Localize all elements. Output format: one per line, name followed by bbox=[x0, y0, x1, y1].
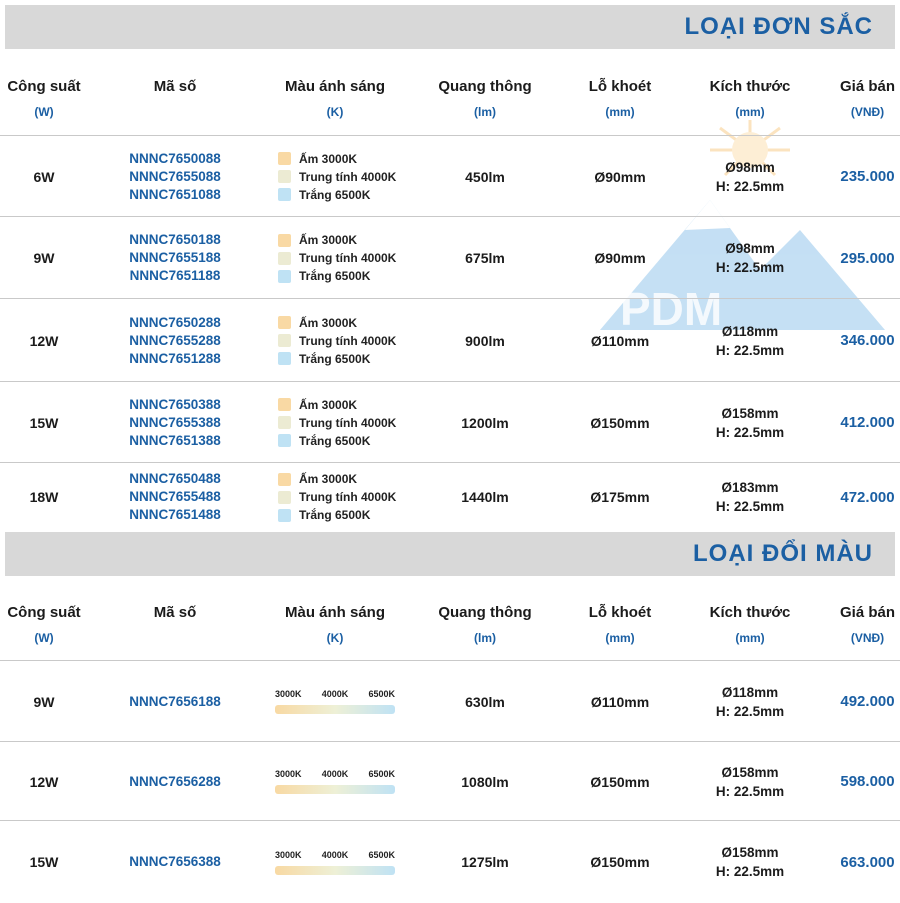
color-swatch-icon bbox=[278, 334, 291, 347]
lumen-value: 1440lm bbox=[461, 489, 509, 505]
svg-text:PDM: PDM bbox=[620, 283, 723, 335]
cct-labels bbox=[275, 769, 395, 779]
price-cell bbox=[820, 821, 900, 903]
lumen-value: 450lm bbox=[465, 168, 505, 185]
lumen-cell bbox=[410, 463, 560, 531]
header-label: Mã số bbox=[153, 604, 197, 621]
color-swatch-icon bbox=[278, 473, 291, 486]
cct-gradient-bar bbox=[275, 705, 395, 714]
cct-label: 4000K bbox=[321, 769, 349, 779]
light-option bbox=[278, 506, 370, 524]
price-cell bbox=[820, 136, 900, 217]
code-cell bbox=[100, 821, 250, 903]
power-cell bbox=[0, 217, 88, 299]
color-swatch-icon bbox=[278, 434, 291, 447]
header-cell bbox=[0, 604, 88, 645]
code-cell bbox=[100, 463, 250, 531]
cct-label: 4000K bbox=[321, 689, 349, 699]
cct-gradient bbox=[275, 769, 395, 794]
color-swatch-icon bbox=[278, 170, 291, 183]
header-label: Lỗ khoét bbox=[588, 604, 652, 621]
header-unit: (mm) bbox=[735, 631, 765, 645]
light-option bbox=[278, 332, 396, 350]
cct-label: 6500K bbox=[368, 769, 395, 779]
light-color-cell bbox=[250, 382, 420, 463]
price-value: 235.000 bbox=[840, 168, 895, 185]
lumen-cell bbox=[410, 661, 560, 742]
power-value: 6W bbox=[33, 168, 55, 185]
light-label: Trung tính 4000K bbox=[299, 251, 397, 265]
size-value: Ø118mm bbox=[721, 323, 779, 339]
size-cell bbox=[675, 463, 825, 531]
cutout-cell bbox=[545, 217, 695, 299]
size-value: H: 22.5mm bbox=[715, 178, 785, 194]
size-value: H: 22.5mm bbox=[715, 260, 785, 275]
light-option bbox=[278, 168, 396, 186]
light-label: Trung tính 4000K bbox=[299, 169, 397, 184]
light-color-cell bbox=[250, 217, 420, 299]
light-color-cell bbox=[250, 136, 420, 217]
power-value: 9W bbox=[33, 250, 55, 266]
cct-range-cell bbox=[250, 661, 420, 742]
cutout-cell bbox=[545, 299, 695, 382]
price-value: 663.000 bbox=[840, 853, 895, 871]
light-label: Trắng 6500K bbox=[299, 351, 371, 366]
power-value: 12W bbox=[29, 773, 59, 790]
header-cell bbox=[250, 78, 420, 119]
header-cell bbox=[675, 604, 825, 645]
cct-label: 3000K bbox=[275, 769, 302, 779]
header-unit: (mm) bbox=[605, 105, 635, 119]
price-cell bbox=[820, 382, 900, 463]
product-code: NNNC7650088 bbox=[129, 150, 221, 166]
header-cell bbox=[410, 604, 560, 645]
price-value: 472.000 bbox=[840, 488, 895, 506]
light-option bbox=[278, 150, 357, 168]
header-label: Giá bán bbox=[839, 604, 895, 621]
product-code: NNNC7651388 bbox=[129, 432, 221, 448]
size-value: Ø158mm bbox=[721, 845, 779, 860]
header-cell bbox=[100, 78, 250, 105]
lumen-cell bbox=[410, 217, 560, 299]
header-cell bbox=[545, 78, 695, 119]
code-cell bbox=[100, 136, 250, 217]
table-header bbox=[0, 604, 900, 664]
color-swatch-icon bbox=[278, 234, 291, 247]
cutout-cell bbox=[545, 382, 695, 463]
power-cell bbox=[0, 299, 88, 382]
size-cell bbox=[675, 299, 825, 382]
size-value: Ø183mm bbox=[721, 480, 779, 495]
cct-label: 4000K bbox=[321, 849, 349, 860]
cct-label: 6500K bbox=[368, 849, 395, 860]
lumen-value: 900lm bbox=[465, 332, 505, 349]
header-unit: (W) bbox=[34, 631, 54, 645]
cct-gradient bbox=[275, 689, 395, 714]
header-label: Màu ánh sáng bbox=[284, 604, 385, 621]
cutout-value: Ø150mm bbox=[590, 414, 650, 431]
light-option bbox=[278, 231, 357, 249]
power-cell bbox=[0, 136, 88, 217]
product-code: NNNC7650188 bbox=[129, 232, 221, 247]
table-header bbox=[0, 78, 900, 138]
cutout-cell bbox=[545, 463, 695, 531]
lumen-value: 1200lm bbox=[461, 414, 509, 431]
lumen-value: 630lm bbox=[465, 693, 505, 710]
light-label: Trắng 6500K bbox=[299, 269, 371, 283]
product-code: NNNC7651288 bbox=[129, 350, 221, 366]
table-row bbox=[0, 462, 900, 531]
header-cell bbox=[250, 604, 420, 645]
light-option bbox=[278, 186, 370, 204]
section-bar bbox=[5, 5, 895, 49]
light-label: Ấm 3000K bbox=[299, 233, 358, 247]
power-value: 18W bbox=[29, 489, 59, 505]
cutout-value: Ø175mm bbox=[590, 489, 650, 505]
header-label: Mã số bbox=[153, 78, 197, 95]
cct-range-cell bbox=[250, 742, 420, 821]
light-color-cell bbox=[250, 299, 420, 382]
product-code: NNNC7656288 bbox=[129, 773, 221, 789]
lumen-cell bbox=[410, 299, 560, 382]
power-cell bbox=[0, 821, 88, 903]
product-code: NNNC7655088 bbox=[129, 168, 221, 184]
table-row bbox=[0, 820, 900, 903]
lumen-cell bbox=[410, 821, 560, 903]
size-cell bbox=[675, 742, 825, 821]
size-value: H: 22.5mm bbox=[715, 864, 785, 879]
light-label: Trắng 6500K bbox=[299, 508, 371, 522]
header-label: Công suất bbox=[7, 604, 81, 621]
header-label: Màu ánh sáng bbox=[284, 78, 385, 95]
product-code: NNNC7655288 bbox=[129, 332, 221, 348]
product-code: NNNC7651488 bbox=[129, 507, 221, 522]
lumen-value: 1275lm bbox=[461, 854, 509, 870]
cct-label: 3000K bbox=[275, 689, 302, 699]
section-title: LOẠI ĐƠN SẮC bbox=[684, 13, 873, 40]
color-swatch-icon bbox=[278, 352, 291, 365]
color-swatch-icon bbox=[278, 152, 291, 165]
size-cell bbox=[675, 661, 825, 742]
product-code: NNNC7650388 bbox=[129, 396, 221, 412]
product-code: NNNC7650288 bbox=[129, 314, 221, 330]
cct-gradient-bar bbox=[275, 866, 395, 875]
product-code: NNNC7655188 bbox=[129, 250, 221, 265]
size-value: Ø158mm bbox=[721, 405, 779, 421]
price-cell bbox=[820, 217, 900, 299]
cct-gradient bbox=[275, 850, 395, 875]
light-label: Ấm 3000K bbox=[299, 472, 358, 486]
header-cell bbox=[100, 604, 250, 631]
section-bar bbox=[5, 532, 895, 576]
light-option bbox=[278, 350, 370, 368]
light-label: Ấm 3000K bbox=[299, 151, 358, 166]
color-swatch-icon bbox=[278, 416, 291, 429]
cct-labels bbox=[275, 689, 395, 699]
header-label: Giá bán bbox=[839, 78, 895, 95]
light-label: Trung tính 4000K bbox=[299, 415, 397, 430]
price-value: 295.000 bbox=[840, 249, 895, 267]
product-code: NNNC7651188 bbox=[129, 268, 221, 283]
header-cell bbox=[545, 604, 695, 645]
section-title: LOẠI ĐỔI MÀU bbox=[693, 540, 873, 567]
power-cell bbox=[0, 661, 88, 742]
header-cell bbox=[410, 78, 560, 119]
power-cell bbox=[0, 382, 88, 463]
header-unit: (lm) bbox=[474, 105, 496, 119]
cct-label: 3000K bbox=[275, 849, 302, 860]
power-value: 9W bbox=[33, 693, 55, 710]
light-label: Trắng 6500K bbox=[299, 433, 371, 448]
power-cell bbox=[0, 463, 88, 531]
cct-labels bbox=[275, 850, 395, 860]
light-label: Trung tính 4000K bbox=[299, 490, 397, 504]
color-swatch-icon bbox=[278, 252, 291, 265]
cutout-cell bbox=[545, 136, 695, 217]
header-label: Kích thước bbox=[709, 604, 791, 621]
cutout-value: Ø90mm bbox=[594, 168, 646, 185]
table-row bbox=[0, 216, 900, 299]
color-swatch-icon bbox=[278, 316, 291, 329]
header-cell bbox=[820, 604, 900, 645]
header-unit: (mm) bbox=[735, 105, 765, 119]
light-option bbox=[278, 396, 357, 414]
size-value: H: 22.5mm bbox=[715, 424, 785, 440]
table-row bbox=[0, 381, 900, 463]
header-cell bbox=[675, 78, 825, 119]
product-code: NNNC7655388 bbox=[129, 414, 221, 430]
power-value: 15W bbox=[29, 854, 59, 870]
table-row bbox=[0, 741, 900, 821]
size-cell bbox=[675, 136, 825, 217]
header-cell bbox=[820, 78, 900, 119]
price-cell bbox=[820, 463, 900, 531]
header-unit: (K) bbox=[326, 105, 344, 119]
price-value: 492.000 bbox=[840, 693, 895, 710]
table-row bbox=[0, 660, 900, 742]
color-swatch-icon bbox=[278, 270, 291, 283]
lumen-value: 675lm bbox=[465, 250, 505, 266]
size-value: Ø98mm bbox=[725, 241, 775, 256]
cct-label: 6500K bbox=[368, 689, 395, 699]
header-unit: (VNĐ) bbox=[850, 105, 885, 119]
lumen-cell bbox=[410, 136, 560, 217]
lumen-cell bbox=[410, 382, 560, 463]
light-label: Trung tính 4000K bbox=[299, 333, 397, 348]
price-value: 412.000 bbox=[840, 414, 895, 431]
table-row bbox=[0, 298, 900, 382]
cutout-value: Ø110mm bbox=[590, 693, 650, 710]
size-cell bbox=[675, 821, 825, 903]
header-label: Quang thông bbox=[438, 78, 532, 95]
size-cell bbox=[675, 382, 825, 463]
size-value: H: 22.5mm bbox=[715, 342, 785, 358]
power-cell bbox=[0, 742, 88, 821]
cct-range-cell bbox=[250, 821, 420, 903]
header-unit: (mm) bbox=[605, 631, 635, 645]
code-cell bbox=[100, 742, 250, 821]
light-label: Trắng 6500K bbox=[299, 187, 371, 202]
product-code: NNNC7656388 bbox=[129, 854, 221, 869]
code-cell bbox=[100, 299, 250, 382]
light-option bbox=[278, 249, 396, 267]
price-value: 598.000 bbox=[840, 773, 895, 790]
code-cell bbox=[100, 661, 250, 742]
light-label: Ấm 3000K bbox=[299, 397, 358, 412]
header-cell bbox=[0, 78, 88, 119]
header-label: Quang thông bbox=[438, 604, 532, 621]
cct-gradient-bar bbox=[275, 785, 395, 794]
power-value: 12W bbox=[29, 332, 59, 349]
light-option bbox=[278, 470, 357, 488]
cutout-value: Ø150mm bbox=[590, 773, 650, 790]
light-color-cell bbox=[250, 463, 420, 531]
header-label: Công suất bbox=[7, 78, 81, 95]
size-cell bbox=[675, 217, 825, 299]
size-value: Ø158mm bbox=[721, 764, 779, 780]
code-cell bbox=[100, 217, 250, 299]
header-unit: (W) bbox=[34, 105, 54, 119]
product-code: NNNC7655488 bbox=[129, 489, 221, 504]
table-row bbox=[0, 135, 900, 217]
color-swatch-icon bbox=[278, 188, 291, 201]
color-swatch-icon bbox=[278, 398, 291, 411]
cutout-value: Ø110mm bbox=[590, 332, 650, 349]
price-cell bbox=[820, 299, 900, 382]
size-value: H: 22.5mm bbox=[715, 783, 785, 799]
header-label: Lỗ khoét bbox=[588, 78, 652, 95]
cutout-cell bbox=[545, 742, 695, 821]
size-value: H: 22.5mm bbox=[715, 703, 785, 719]
power-value: 15W bbox=[29, 414, 59, 431]
color-swatch-icon bbox=[278, 491, 291, 504]
price-cell bbox=[820, 661, 900, 742]
price-cell bbox=[820, 742, 900, 821]
lumen-cell bbox=[410, 742, 560, 821]
cutout-cell bbox=[545, 821, 695, 903]
header-unit: (K) bbox=[326, 631, 344, 645]
product-code: NNNC7651088 bbox=[129, 186, 221, 202]
cutout-cell bbox=[545, 661, 695, 742]
light-option bbox=[278, 432, 370, 450]
product-code: NNNC7656188 bbox=[129, 693, 221, 709]
code-cell bbox=[100, 382, 250, 463]
header-unit: (VNĐ) bbox=[850, 631, 885, 645]
header-label: Kích thước bbox=[709, 78, 791, 95]
lumen-value: 1080lm bbox=[461, 773, 509, 790]
cutout-value: Ø90mm bbox=[594, 250, 646, 266]
cutout-value: Ø150mm bbox=[590, 854, 650, 870]
size-value: Ø118mm bbox=[721, 684, 779, 700]
color-swatch-icon bbox=[278, 509, 291, 522]
light-label: Ấm 3000K bbox=[299, 315, 358, 330]
size-value: H: 22.5mm bbox=[715, 499, 785, 514]
price-value: 346.000 bbox=[840, 332, 895, 349]
light-option bbox=[278, 414, 396, 432]
light-option bbox=[278, 314, 357, 332]
size-value: Ø98mm bbox=[725, 159, 775, 175]
light-option bbox=[278, 488, 396, 506]
header-unit: (lm) bbox=[474, 631, 496, 645]
product-code: NNNC7650488 bbox=[129, 471, 221, 486]
light-option bbox=[278, 267, 370, 285]
